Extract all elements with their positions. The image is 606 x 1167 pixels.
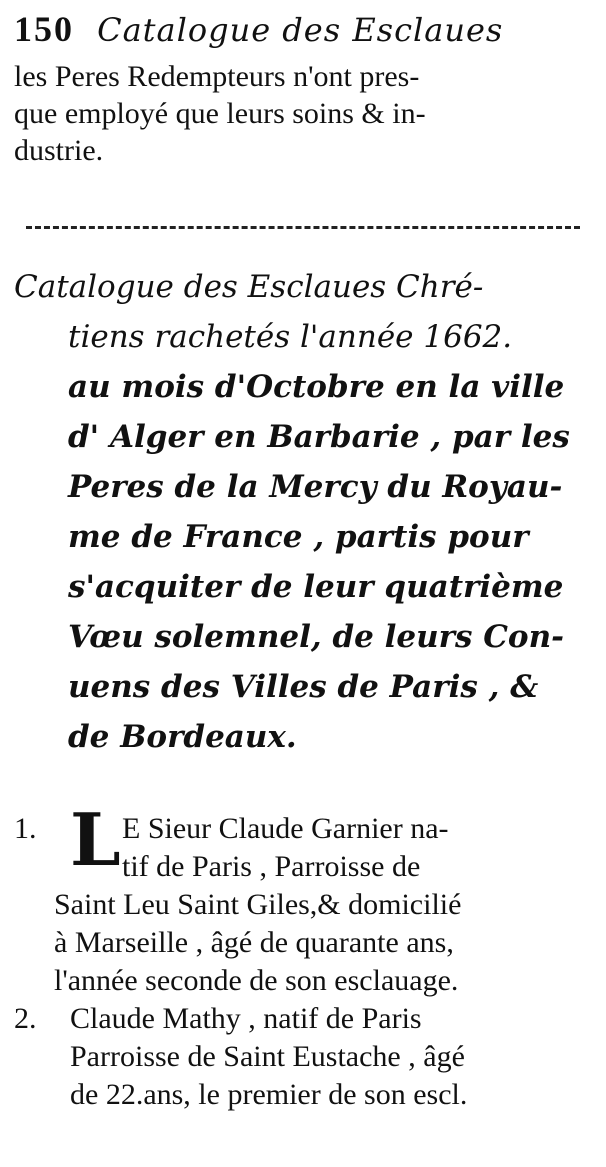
section-heading [14,262,594,762]
heading-line: d' Alger en Barbarie , par les [68,419,570,455]
entry-line: tif de Paris , Parroisse de [122,850,421,883]
list-item [14,1000,594,1114]
text-line: les Peres Redempteurs n'ont pres- [14,60,420,93]
drop-cap: L [70,810,121,882]
entry-line-first [14,1000,594,1038]
heading-line: Catalogue des Esclaues Chré- [14,269,484,305]
heading-line: me de France , partis pour [68,519,529,555]
entry-line: à Marseille , âgé de quarante ans, [54,926,454,959]
entry-number: 2. [14,1002,37,1035]
entry-line: E Sieur Claude Garnier na- [122,812,449,845]
entry-line: Parroisse de Saint Eustache , âgé [70,1040,465,1073]
list-item [14,810,594,1000]
heading-line: s'acquiter de leur quatrième [68,569,564,605]
text-line: que employé que leurs soins & in- [14,97,426,130]
heading-line: uens des Villes de Paris , & [68,669,539,705]
entry-line: Saint Leu Saint Giles,& domicilié [54,888,462,921]
entry-line: l'année seconde de son esclauage. [54,964,459,997]
entry-line: de 22.ans, le premier de son escl. [70,1078,468,1111]
heading-line: de Bordeaux. [68,719,297,755]
heading-line: tiens rachetés l'année 1662. [68,319,513,355]
entry-number: 1. [14,812,37,845]
entry-opening [14,810,594,886]
heading-line: Vœu solemnel, de leurs Con- [68,619,565,655]
entry-list [14,810,594,1114]
entry-text: Claude Mathy , natif de Paris [70,1002,422,1035]
running-title: Catalogue des Esclaues [97,11,504,49]
page-number: 150 [14,9,74,49]
text-line: dustrie. [14,134,104,167]
section-divider [26,226,580,229]
running-header [14,8,594,52]
heading-line: Peres de la Mercy du Royau- [68,469,563,505]
continued-paragraph [14,58,594,169]
heading-line: au mois d'Octobre en la ville [68,369,565,405]
